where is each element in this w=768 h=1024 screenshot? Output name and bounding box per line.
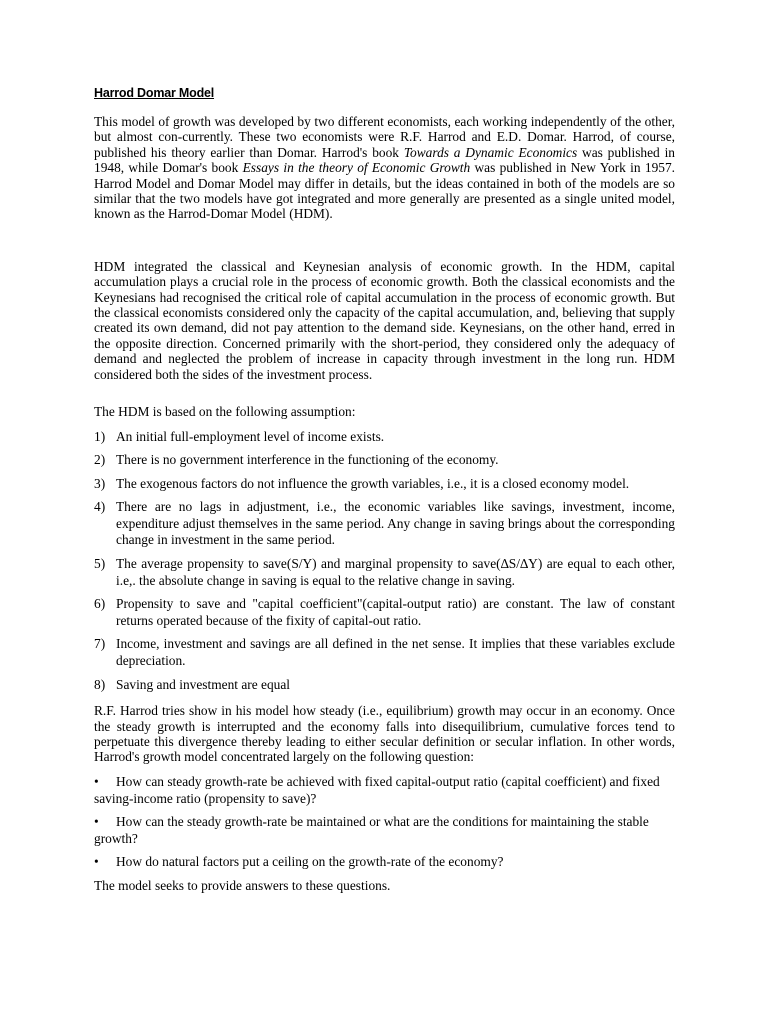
list-item-number: 2) xyxy=(94,452,106,468)
hdm-paragraph: HDM integrated the classical and Keynesian analysis of economic growth. In the HDM, capital accumulation plays a crucial role in the process of economic growth. Both the classical economists and the Keynesians had recognised the critical role of capital accumulation in the process of economic growth. But the classical economists considered only the capacity of the capital accumulation, and, believing that supply created its own demand, did not pay attention to the demand side. Keynesians, on the other hand, erred in the opposite direction. Concerned primarily with the short-period, they considered only the adequacy of demand and neglected the problem of increase in capacity through investment in the long run. HDM considered both the sides of the investment process. xyxy=(94,258,675,382)
list-item-text: Propensity to save and "capital coefficient"(capital-output ratio) are constant. The law of constant returns operated because of the fixity of capital-out ratio. xyxy=(116,596,675,628)
intro-paragraph xyxy=(94,114,675,222)
bullet-icon: • xyxy=(94,773,99,789)
list-item-text: Saving and investment are equal xyxy=(116,676,291,692)
intro-text-2: was published in 1948, while Domar's book xyxy=(94,144,675,176)
list-item-text: There is no government interference in the functioning of the economy. xyxy=(116,452,499,468)
list-item xyxy=(94,773,675,807)
list-item-text: There are no lags in adjustment, i.e., the economic variables like savings, investment, income, expenditure adjust themselves in the same period. Any change in saving brings about the corresponding change in investment in the same period. xyxy=(116,499,675,548)
harrod-paragraph: R.F. Harrod tries show in his model how steady (i.e., equilibrium) growth may occur in an economy. Once the steady growth is interrupted and the economy falls into disequilibrium, cumulative forces tend to perpetuate this divergence thereby leading to either secular definition or secular inflation. In other words, Harrod's growth model concentrated largely on the following question: xyxy=(94,703,675,765)
intro-text-1: This model of growth was developed by two different economists, each working independently of the other, but almost con-currently. These two economists were R.F. Harrod and E.D. Domar. Harrod, of course, published his theory earlier than Domar. Harrod's book xyxy=(94,114,675,160)
list-item-number: 6) xyxy=(94,596,106,612)
harrod-book-title: Towards a Dynamic Economics xyxy=(403,144,578,160)
list-item xyxy=(94,596,675,629)
list-item xyxy=(94,853,675,870)
list-item-text: The exogenous factors do not influence the growth variables, i.e., it is a closed economy model. xyxy=(116,475,630,491)
list-item xyxy=(94,452,675,469)
bullet-icon: • xyxy=(94,853,99,869)
bullet-icon: • xyxy=(94,813,99,829)
list-item xyxy=(94,677,675,694)
list-item-number: 7) xyxy=(94,636,106,652)
list-item xyxy=(94,476,675,493)
list-item xyxy=(94,499,675,549)
closing-sentence: The model seeks to provide answers to these questions. xyxy=(94,877,391,893)
list-item-number: 1) xyxy=(94,428,106,444)
document-title: Harrod Domar Model xyxy=(94,86,215,100)
list-item-text: How can steady growth-rate be achieved with fixed capital-output ratio (capital coefficient) and fixed saving-income ratio (propensity to save)? xyxy=(94,773,660,806)
questions-list xyxy=(94,773,675,870)
intro-text-3: was published in New York in 1957. Harrod Model and Domar Model may differ in details, but the ideas contained in both of the models are so similar that the two models have got integrated and more generally are presented as a single united model, known as the Harrod-Domar Model (HDM). xyxy=(94,160,675,222)
list-item-number: 3) xyxy=(94,475,106,491)
assumptions-list xyxy=(94,429,675,694)
list-item-text: Income, investment and savings are all defined in the net sense. It implies that these variables exclude depreciation. xyxy=(116,636,675,669)
domar-book-title: Essays in the theory of Economic Growth xyxy=(242,160,471,176)
list-item xyxy=(94,429,675,446)
list-item-number: 8) xyxy=(94,676,106,692)
list-item-text: The average propensity to save(S/Y) and marginal propensity to save(∆S/∆Y) are equal to each other, i.e,. the absolute change in saving is equal to the relative change in saving. xyxy=(116,556,675,588)
list-item xyxy=(94,556,675,589)
list-item-text: How do natural factors put a ceiling on the growth-rate of the economy? xyxy=(116,853,504,869)
assumptions-lead: The HDM is based on the following assumption: xyxy=(94,404,356,420)
list-item-text: An initial full-employment level of income exists. xyxy=(116,428,385,444)
list-item-number: 4) xyxy=(94,499,106,515)
list-item xyxy=(94,813,675,847)
list-item-number: 5) xyxy=(94,556,106,572)
list-item xyxy=(94,636,675,669)
list-item-text: How can the steady growth-rate be maintained or what are the conditions for maintaining the stable growth? xyxy=(94,813,649,846)
